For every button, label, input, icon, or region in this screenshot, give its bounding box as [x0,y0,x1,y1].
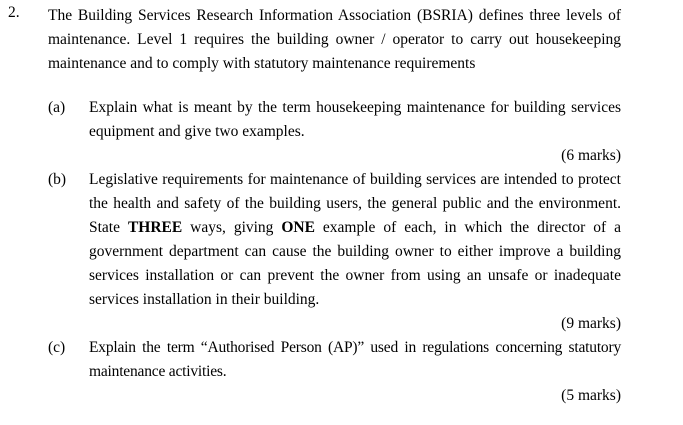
part-b-emphasis-three: THREE [127,219,183,236]
part-a-marks: (6 marks) [561,147,621,164]
part-b-text-1: Legislative requirements for maintenance of building services are intended to protect the health and safety of the building users, the general public and the environment. State [89,171,621,236]
part-a-label: (a) [48,99,66,116]
part-b-text-2: ways, giving [182,219,282,236]
part-a-text: Explain what is meant by the term housekeeping maintenance for building services equipment and give two examples. [89,99,621,140]
question-number: 2. [8,4,20,21]
part-b-marks: (9 marks) [561,315,621,332]
part-b-label: (b) [48,171,67,188]
part-c-marks: (5 marks) [561,387,621,404]
part-b-text-3: example of each, in which the director of a government department can cause the building owner to either improve a building services installation or can prevent the owner from using an unsafe or inadequate services installation in their building. [89,219,621,308]
question-stem: The Building Services Research Information Association (BSRIA) defines three levels of maintenance. Level 1 requires the building owner / operator to carry out housekeeping maintenance and to comply with statutory maintenance requirements [48,7,621,72]
part-c-text: Explain the term “Authorised Person (AP)” used in regulations concerning statutory maintenance activities. [89,339,621,380]
part-b-text [89,168,621,312]
part-b-emphasis-one: ONE [281,219,315,236]
part-c-label: (c) [48,339,66,356]
